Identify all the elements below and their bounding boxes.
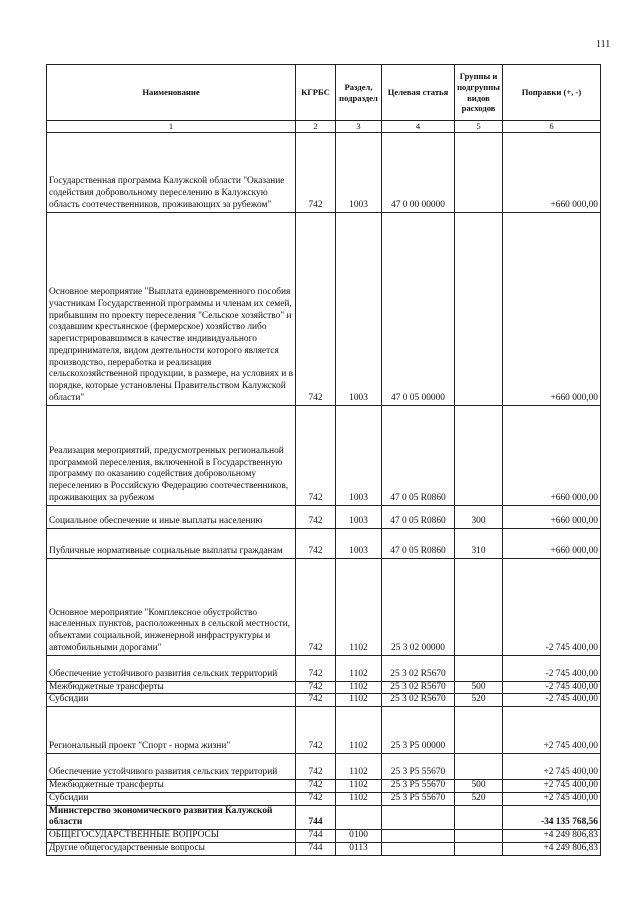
row-kgrbs: 742 [296, 212, 336, 405]
row-amount: +2 745 400,00 [503, 754, 601, 780]
row-section: 1102 [336, 681, 382, 694]
row-section: 1003 [336, 405, 382, 505]
row-kgrbs: 742 [296, 528, 336, 558]
table-row [47, 792, 601, 805]
table-row [47, 655, 601, 681]
row-name: Реализация мероприятий, предусмотренных региональной программой переселения, включенной в Государственную программу по оказанию содействия добровольному переселению в Российскую Федерацию соотечественников, проживающих за рубежом [47, 405, 296, 505]
row-amount: +660 000,00 [503, 132, 601, 212]
row-group [455, 805, 503, 830]
row-amount: +2 745 400,00 [503, 707, 601, 754]
row-kgrbs: 742 [296, 505, 336, 528]
row-name: ОБЩЕГОСУДАРСТВЕННЫЕ ВОПРОСЫ [47, 830, 296, 843]
row-target: 25 3 P5 55670 [382, 792, 455, 805]
header-amendment: Поправки (+, -) [503, 65, 601, 121]
row-group [455, 212, 503, 405]
table-row [47, 528, 601, 558]
row-kgrbs: 742 [296, 655, 336, 681]
table-row [47, 681, 601, 694]
row-section: 1003 [336, 212, 382, 405]
header-name: Наименование [47, 65, 296, 121]
page-number: 111 [596, 39, 611, 50]
row-group: 310 [455, 528, 503, 558]
row-kgrbs: 742 [296, 681, 336, 694]
row-target: 47 0 05 R0860 [382, 528, 455, 558]
row-group [455, 754, 503, 780]
header-kgrbs: КГРБС [296, 65, 336, 121]
row-section: 1003 [336, 528, 382, 558]
row-amount: +660 000,00 [503, 505, 601, 528]
table-row [47, 505, 601, 528]
row-section: 1102 [336, 694, 382, 707]
row-target: 47 0 05 R0860 [382, 505, 455, 528]
row-target: 47 0 00 00000 [382, 132, 455, 212]
header-group: Группы и подгруппы видов расходов [455, 65, 503, 121]
row-group: 520 [455, 792, 503, 805]
table-row [47, 780, 601, 793]
row-name: Другие общегосударственные вопросы [47, 842, 296, 855]
row-amount: -34 135 768,56 [503, 805, 601, 830]
row-name: Основное мероприятие "Выплата единовременного пособия участникам Государственной программы и членам их семей, прибывшим по проекту переселения "Сельское хозяйство" и создавшим крестьянское (фермерское) хозяйство либо зарегистрировавшимся в качестве индивидуального предпринимателя, видом деятельности которого является производство, переработка и реализация сельскохозяйственной продукции, в размере, на условиях и в порядке, которые установлены Правительством Калужской области" [47, 212, 296, 405]
row-name: Обеспечение устойчивого развития сельских территорий [47, 754, 296, 780]
header-row [47, 65, 601, 121]
table-row [47, 558, 601, 655]
row-kgrbs: 742 [296, 132, 336, 212]
row-amount: +2 745 400,00 [503, 780, 601, 793]
row-name: Публичные нормативные социальные выплаты гражданам [47, 528, 296, 558]
table-row [47, 694, 601, 707]
row-group [455, 132, 503, 212]
row-group [455, 405, 503, 505]
row-kgrbs: 742 [296, 754, 336, 780]
row-group: 500 [455, 681, 503, 694]
row-kgrbs: 742 [296, 694, 336, 707]
row-name: Межбюджетные трансферты [47, 681, 296, 694]
row-target: 25 3 P5 55670 [382, 754, 455, 780]
table-row [47, 830, 601, 843]
row-group: 520 [455, 694, 503, 707]
row-group: 500 [455, 780, 503, 793]
header-section: Раздел, подраздел [336, 65, 382, 121]
row-group [455, 558, 503, 655]
row-kgrbs: 742 [296, 792, 336, 805]
row-target [382, 842, 455, 855]
row-kgrbs: 742 [296, 405, 336, 505]
row-section: 0113 [336, 842, 382, 855]
column-number: 6 [503, 121, 601, 133]
row-section: 1102 [336, 792, 382, 805]
row-section: 1102 [336, 655, 382, 681]
row-target: 47 0 05 00000 [382, 212, 455, 405]
row-group [455, 830, 503, 843]
column-number: 1 [47, 121, 296, 133]
row-target: 25 3 02 R5670 [382, 694, 455, 707]
row-amount: -2 745 400,00 [503, 681, 601, 694]
column-number: 5 [455, 121, 503, 133]
row-amount: -2 745 400,00 [503, 694, 601, 707]
row-amount: +660 000,00 [503, 212, 601, 405]
row-amount: -2 745 400,00 [503, 655, 601, 681]
row-amount: +2 745 400,00 [503, 792, 601, 805]
row-group: 300 [455, 505, 503, 528]
row-amount: +4 249 806,83 [503, 830, 601, 843]
row-section: 1102 [336, 754, 382, 780]
row-target: 25 3 P5 00000 [382, 707, 455, 754]
row-name: Субсидии [47, 792, 296, 805]
row-target: 25 3 02 00000 [382, 558, 455, 655]
row-kgrbs: 742 [296, 558, 336, 655]
table-row [47, 212, 601, 405]
row-name: Основное мероприятие "Комплексное обустройство населенных пунктов, расположенных в сельской местности, объектами социальной, инженерной инфраструктуры и автомобильными дорогами" [47, 558, 296, 655]
row-group [455, 707, 503, 754]
column-number: 3 [336, 121, 382, 133]
row-section: 1102 [336, 558, 382, 655]
row-kgrbs: 744 [296, 842, 336, 855]
row-target [382, 805, 455, 830]
row-amount: +4 249 806,83 [503, 842, 601, 855]
column-number-row [47, 121, 601, 133]
row-target: 47 0 05 R0860 [382, 405, 455, 505]
row-section: 1102 [336, 780, 382, 793]
table-row [47, 707, 601, 754]
row-target: 25 3 02 R5670 [382, 655, 455, 681]
row-kgrbs: 744 [296, 830, 336, 843]
row-kgrbs: 742 [296, 707, 336, 754]
budget-table [46, 64, 601, 856]
table-row [47, 805, 601, 830]
row-name: Министерство экономического развития Калужской области [47, 805, 296, 830]
table-row [47, 842, 601, 855]
row-section: 1003 [336, 505, 382, 528]
row-target [382, 830, 455, 843]
column-number: 2 [296, 121, 336, 133]
row-section: 1102 [336, 707, 382, 754]
row-section: 0100 [336, 830, 382, 843]
row-kgrbs: 744 [296, 805, 336, 830]
row-group [455, 655, 503, 681]
row-name: Субсидии [47, 694, 296, 707]
row-section: 1003 [336, 132, 382, 212]
row-name: Государственная программа Калужской области "Оказание содействия добровольному переселению в Калужскую область соотечественников, проживающих за рубежом" [47, 132, 296, 212]
row-target: 25 3 02 R5670 [382, 681, 455, 694]
row-target: 25 3 P5 55670 [382, 780, 455, 793]
header-target: Целевая статья [382, 65, 455, 121]
row-kgrbs: 742 [296, 780, 336, 793]
row-name: Межбюджетные трансферты [47, 780, 296, 793]
row-name: Обеспечение устойчивого развития сельских территорий [47, 655, 296, 681]
column-number: 4 [382, 121, 455, 133]
row-group [455, 842, 503, 855]
table-row [47, 754, 601, 780]
table-row [47, 405, 601, 505]
table-row [47, 132, 601, 212]
row-section [336, 805, 382, 830]
row-name: Социальное обеспечение и иные выплаты населению [47, 505, 296, 528]
row-amount: +660 000,00 [503, 405, 601, 505]
row-amount: +660 000,00 [503, 528, 601, 558]
row-name: Региональный проект "Спорт - норма жизни" [47, 707, 296, 754]
row-amount: -2 745 400,00 [503, 558, 601, 655]
